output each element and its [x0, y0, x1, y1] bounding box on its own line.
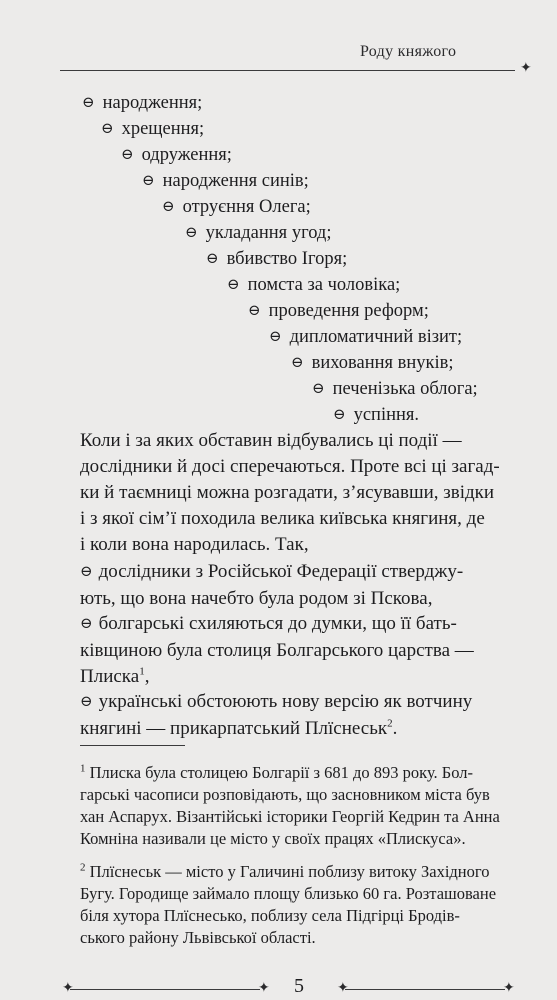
paragraph-line: Коли і за яких обставин відбувались ці події — — [80, 430, 462, 451]
event-item: ⊖ хрещення; — [101, 119, 205, 139]
event-item: ⊖ одруження; — [121, 145, 232, 165]
bullet-icon: ⊖ — [80, 694, 93, 710]
paragraph-line: ки й таємниці можна розгадати, з’ясувавши, звідки — [80, 482, 495, 503]
footnote-mark: 2 — [80, 861, 86, 874]
footnote: $^1$ Плиска була столицею Болгарії з 681 до 893 року. Бол- гарські часописи розповідають, що засновником міста був хан Аспарух. Візантійські історики Георгій Кедрин та Анна Комніна називали це місто у своїх працях «Плискуса». — [80, 762, 500, 848]
bullet-icon: ⊖ — [162, 199, 175, 215]
event-item: ⊖ проведення реформ; — [248, 301, 429, 321]
bullet-icon: ⊖ — [121, 147, 134, 163]
body-paragraph — [80, 428, 517, 558]
claim-item: ⊖ болгарські схиляються до думки, що її бать- ківщиною була столиця Болгарського царства — Плиска$^1$, — [80, 613, 474, 687]
event-item: ⊖ помста за чоловіка; — [227, 275, 401, 295]
bullet-icon: ⊖ — [291, 355, 304, 371]
bullet-icon: ⊖ — [269, 329, 282, 345]
header-rule — [60, 70, 515, 71]
event-item: ⊖ укладання угод; — [185, 223, 332, 243]
event-item: ⊖ дипломатичний візит; — [269, 327, 463, 347]
bullet-icon: ⊖ — [248, 303, 261, 319]
running-head: Роду княжого — [360, 43, 457, 60]
bullet-icon: ⊖ — [82, 95, 95, 111]
footnote-ref: 2 — [387, 717, 393, 730]
event-item: ⊖ народження синів; — [142, 171, 309, 191]
event-item: ⊖ народження; — [82, 93, 203, 113]
footnote: $^2$ Плїснеськ — місто у Галичині поблизу витоку Західного Бугу. Городище займало площу близько 60 га. Розташоване біля хутора Плїснесько, поблизу села Підгірці Бродів- ського району Львівської області. — [80, 861, 497, 947]
event-item: ⊖ виховання внуків; — [291, 353, 454, 373]
bullet-icon: ⊖ — [312, 381, 325, 397]
event-item: ⊖ отруєння Олега; — [162, 197, 311, 217]
event-item: ⊖ успіння. — [333, 405, 420, 425]
footer-diamond-ornament: ✦ — [503, 981, 515, 996]
bullet-icon: ⊖ — [227, 277, 240, 293]
page-number: 5 — [294, 975, 304, 997]
paragraph-line: і коли вона народилась. Так, — [80, 534, 309, 555]
footer-rule-left — [70, 989, 260, 990]
bullet-icon: ⊖ — [142, 173, 155, 189]
event-item: ⊖ печенізька облога; — [312, 379, 478, 399]
footer-diamond-ornament: ✦ — [258, 981, 270, 996]
bullet-icon: ⊖ — [185, 225, 198, 241]
footnote-mark: 1 — [80, 762, 86, 775]
bullet-icon: ⊖ — [101, 121, 114, 137]
bullet-icon: ⊖ — [80, 564, 93, 580]
footer-rule-right — [345, 989, 505, 990]
footer-diamond-ornament: ✦ — [337, 981, 349, 996]
event-item: ⊖ вбивство Ігоря; — [206, 249, 348, 269]
bullet-icon: ⊖ — [206, 251, 219, 267]
bullet-icon: ⊖ — [333, 407, 346, 423]
paragraph-line: і з якої сім’ї походила велика київська княгиня, де — [80, 508, 485, 529]
bullet-icon: ⊖ — [80, 616, 93, 632]
paragraph-line: дослідники й досі сперечаються. Проте всі ці загад- — [80, 456, 500, 477]
footer-diamond-ornament: ✦ — [62, 981, 74, 996]
header-diamond-ornament: ✦ — [520, 61, 532, 76]
claim-item: ⊖ дослідники з Російської Федерації стверджу- ють, що вона начебто була родом зі Пскова, — [80, 561, 464, 609]
footnote-rule — [80, 745, 185, 746]
footnote-ref: 1 — [139, 665, 145, 678]
claim-item: ⊖ українські обстоюють нову версію як вотчину княгині — прикарпатський Плїснеськ$^2$. — [80, 691, 473, 739]
